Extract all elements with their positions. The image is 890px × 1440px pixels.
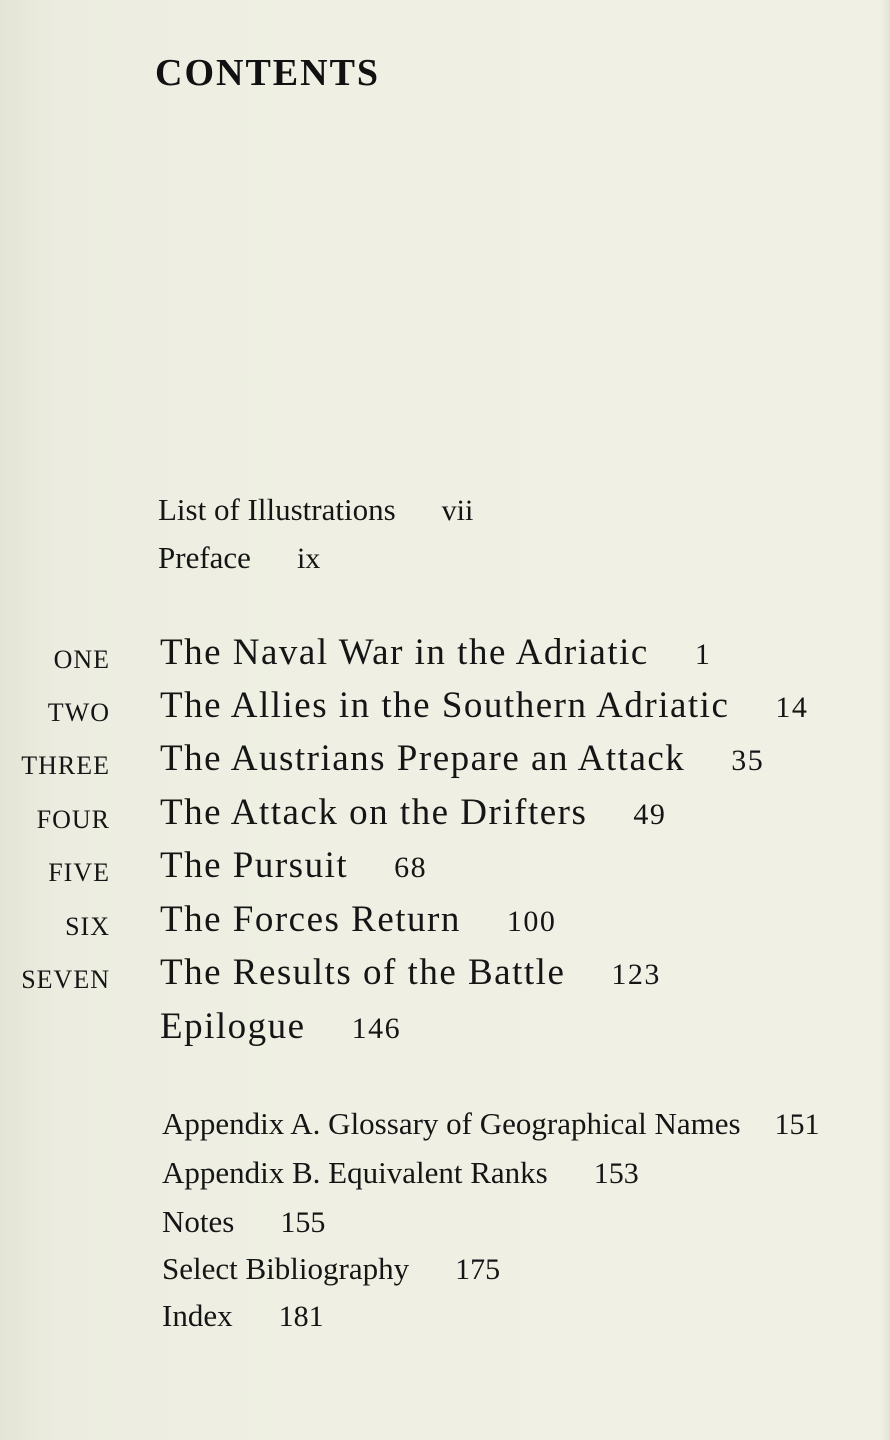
- entry-page-number: ix: [296, 542, 321, 575]
- entry-title: Index: [162, 1298, 233, 1333]
- entry-page-number: 155: [280, 1206, 326, 1239]
- entry-title: List of Illustrations: [158, 492, 396, 527]
- toc-entry-notes: [162, 1205, 325, 1240]
- chapter-page-number: 100: [506, 905, 557, 938]
- chapter-number: TWO: [47, 698, 110, 727]
- chapter-title: The Attack on the Drifters: [160, 792, 588, 833]
- entry-title: Appendix A. Glossary of Geographical Names: [162, 1106, 741, 1141]
- chapter-number: ONE: [53, 645, 110, 674]
- chapter-page-number: 49: [633, 798, 667, 831]
- toc-chapter-four: [0, 792, 880, 840]
- chapter-title: The Forces Return: [160, 899, 461, 940]
- chapter-title: The Allies in the Southern Adriatic: [160, 685, 730, 726]
- toc-chapter-one: [0, 632, 880, 680]
- entry-page-number: 175: [455, 1253, 501, 1286]
- chapter-page-number: 123: [611, 958, 661, 991]
- toc-chapter-seven: [0, 952, 880, 1000]
- chapter-page-number: 1: [694, 638, 712, 671]
- page-edge-shadow: [880, 0, 890, 1440]
- contents-heading: CONTENTS: [155, 52, 381, 95]
- chapter-number: SEVEN: [21, 965, 110, 994]
- toc-chapter-two: [0, 685, 880, 733]
- chapter-number: THREE: [21, 751, 110, 780]
- entry-title: Appendix B. Equivalent Ranks: [162, 1155, 548, 1190]
- chapter-number: FIVE: [48, 858, 110, 887]
- entry-page-number: vii: [441, 494, 474, 527]
- toc-entry-index: [162, 1299, 324, 1334]
- entry-page-number: 151: [774, 1108, 820, 1141]
- chapter-title: Epilogue: [160, 1006, 306, 1047]
- entry-title: Select Bibliography: [162, 1251, 410, 1286]
- chapter-page-number: 146: [351, 1012, 402, 1045]
- entry-page-number: 153: [593, 1157, 639, 1190]
- chapter-title: The Naval War in the Adriatic: [160, 632, 649, 673]
- chapter-page-number: 35: [731, 744, 765, 777]
- entry-title: Notes: [162, 1204, 235, 1239]
- toc-entry-appendix-b: [162, 1156, 639, 1191]
- chapter-page-number: 14: [775, 691, 809, 724]
- toc-chapter-three: [0, 738, 880, 786]
- chapter-number: FOUR: [36, 805, 110, 834]
- chapter-number: SIX: [65, 912, 110, 941]
- chapter-title: The Pursuit: [160, 845, 349, 886]
- toc-chapter-five: [0, 845, 880, 893]
- toc-epilogue: [0, 1006, 880, 1054]
- entry-title: Preface: [158, 540, 251, 575]
- chapter-page-number: 68: [394, 851, 428, 884]
- toc-chapter-six: [0, 899, 880, 947]
- entry-page-number: 181: [278, 1300, 324, 1333]
- toc-entry-select-bibliography: [162, 1252, 500, 1287]
- toc-entry-preface: [158, 541, 320, 576]
- toc-entry-appendix-a: [162, 1107, 820, 1142]
- toc-entry-list-of-illustrations: [158, 493, 473, 528]
- chapter-title: The Austrians Prepare an Attack: [160, 738, 686, 779]
- chapter-title: The Results of the Battle: [160, 952, 566, 993]
